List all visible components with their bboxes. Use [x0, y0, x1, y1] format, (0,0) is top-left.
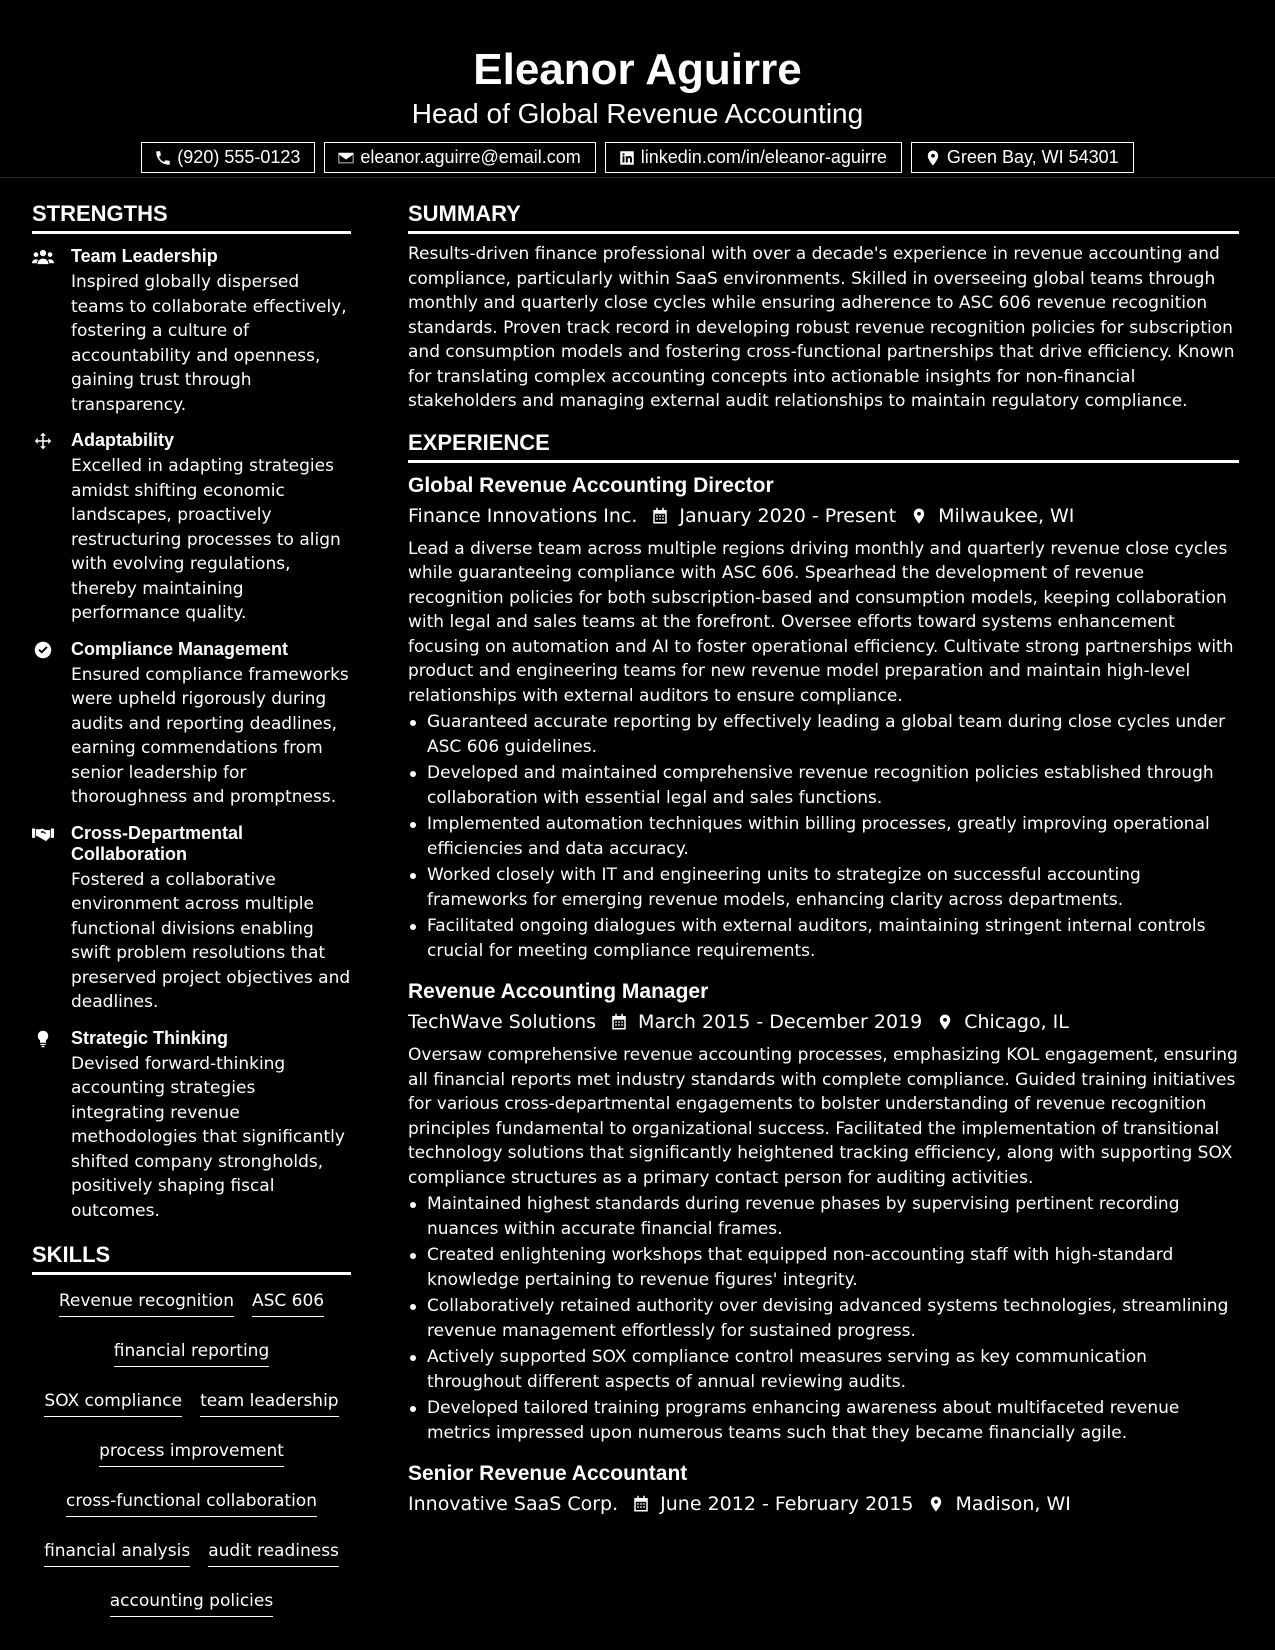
- job-bullet: Created enlightening workshops that equipped non-accounting staff with high-standard knowledge pertaining to revenue figures' integrity.: [408, 1243, 1239, 1292]
- skill-tag: team leadership: [200, 1381, 339, 1417]
- strength-description: Inspired globally dispersed teams to collaborate effectively, fostering a culture of accountability and openness, gaining trust through transparency.: [71, 272, 347, 415]
- calendar-icon: [610, 1013, 628, 1031]
- map-pin-icon: [936, 1013, 954, 1031]
- job-dates: March 2015 - December 2019: [638, 1011, 923, 1033]
- strength-item: [32, 823, 351, 1015]
- skills-list: [32, 1281, 351, 1631]
- job-bullet: Actively supported SOX compliance control measures serving as key communication throughout different aspects of annual reviewing audits.: [408, 1345, 1239, 1394]
- calendar-icon: [632, 1495, 650, 1513]
- job-bullet: Developed tailored training programs enhancing awareness about multifaceted revenue metrics impressed upon numerous teams such that they became financially agile.: [408, 1396, 1239, 1445]
- strength-name: Compliance Management: [71, 638, 289, 659]
- strength-description: Devised forward-thinking accounting strategies integrating revenue methodologies that significantly shifted company strongholds, positively shaping fiscal outcomes.: [71, 1053, 345, 1221]
- map-pin-icon: [910, 507, 928, 525]
- strength-item: [32, 246, 351, 417]
- job-company: TechWave Solutions: [408, 1011, 597, 1033]
- contact-email-text: eleanor.aguirre@email.com: [360, 147, 581, 167]
- job-company: Innovative SaaS Corp.: [408, 1493, 619, 1515]
- contact-location-text: Green Bay, WI 54301: [946, 147, 1119, 167]
- handshake-icon: [32, 825, 54, 843]
- summary-heading: SUMMARY: [408, 200, 1239, 234]
- strengths-list: [32, 246, 351, 1223]
- strength-name: Strategic Thinking: [71, 1027, 229, 1048]
- contact-phone[interactable]: [141, 142, 315, 173]
- job-bullet: Facilitated ongoing dialogues with external auditors, maintaining stringent internal controls crucial for meeting compliance requirements.: [408, 914, 1239, 963]
- job-company: Finance Innovations Inc.: [408, 504, 638, 527]
- job-bullet: Implemented automation techniques within billing processes, greatly improving operational efficiencies and data accuracy.: [408, 812, 1239, 861]
- skill-tag: SOX compliance: [44, 1381, 182, 1417]
- envelope-icon: [337, 149, 355, 167]
- job-entry: [408, 1461, 1239, 1517]
- job-title: Global Revenue Accounting Director: [408, 473, 774, 497]
- strength-description: Excelled in adapting strategies amidst shifting economic landscapes, proactively restructuring processes to align with evolving regulations, thereby maintaining performance quality.: [71, 456, 341, 623]
- candidate-name: Eleanor Aguirre: [473, 45, 802, 94]
- phone-icon: [154, 149, 172, 167]
- linkedin-icon: [618, 149, 636, 167]
- contact-email[interactable]: [324, 142, 595, 173]
- strength-item: [32, 1028, 351, 1224]
- contact-linkedin[interactable]: [605, 142, 902, 173]
- job-bullets: [408, 710, 1239, 963]
- candidate-title: Head of Global Revenue Accounting: [411, 98, 864, 129]
- skill-tag: financial reporting: [114, 1331, 270, 1367]
- strengths-heading: STRENGTHS: [32, 200, 351, 234]
- job-dates: January 2020 - Present: [679, 504, 897, 527]
- job-title: Revenue Accounting Manager: [408, 980, 709, 1003]
- strength-name: Adaptability: [71, 430, 175, 450]
- skill-tag: financial analysis: [44, 1531, 190, 1567]
- contact-linkedin-text: linkedin.com/in/eleanor-aguirre: [640, 147, 887, 167]
- summary-text: Results-driven finance professional with over a decade's experience in revenue accounting and compliance, particularly within SaaS environments. Skilled in overseeing global teams through monthly and quarterly close cycles while ensuring adherence to ASC 606 revenue recognition standards. Proven track record in developing robust revenue recognition policies for subscription and consumption models and fostering cross-functional partnerships that drive efficiency. Known for translating complex accounting concepts into actionable insights for non-financial stakeholders and managing external audit relationships to maintain regulatory compliance.: [408, 244, 1235, 411]
- job-bullet: Collaboratively retained authority over devising advanced systems technologies, streamlining revenue management effortlessly for sustained progress.: [408, 1294, 1239, 1343]
- check-circle-icon: [32, 641, 54, 659]
- job-bullets: [408, 1192, 1239, 1445]
- map-pin-icon: [927, 1495, 945, 1513]
- left-column: [32, 200, 351, 1631]
- job-entry: [408, 473, 1239, 964]
- job-dates: June 2012 - February 2015: [660, 1493, 914, 1515]
- job-bullet: Developed and maintained comprehensive revenue recognition policies established through collaboration with essential legal and sales functions.: [408, 761, 1239, 810]
- skill-tag: Revenue recognition: [59, 1281, 234, 1317]
- resume-header: [0, 0, 1275, 178]
- job-meta: [408, 1009, 1239, 1035]
- contact-phone-text: (920) 555-0123: [177, 147, 301, 167]
- job-title: Senior Revenue Accountant: [408, 1462, 688, 1485]
- strength-item: [32, 639, 351, 810]
- calendar-icon: [651, 507, 669, 525]
- job-bullet: Maintained highest standards during revenue phases by supervising pertinent recording nuances within accurate financial frames.: [408, 1192, 1239, 1241]
- skills-heading: SKILLS: [32, 1241, 351, 1275]
- users-icon: [32, 248, 54, 266]
- map-pin-icon: [924, 149, 942, 167]
- lightbulb-icon: [32, 1030, 54, 1048]
- strength-description: Ensured compliance frameworks were upheld rigorously during audits and reporting deadlines, earning commendations from senior leadership for thoroughness and promptness.: [71, 664, 349, 807]
- skill-tag: audit readiness: [208, 1531, 339, 1567]
- strength-description: Fostered a collaborative environment across multiple functional divisions enabling swift problem resolutions that preserved project objectives and deadlines.: [71, 869, 351, 1012]
- job-location: Madison, WI: [955, 1493, 1071, 1515]
- strength-item: [32, 430, 351, 626]
- contact-location[interactable]: [911, 142, 1134, 173]
- skill-tag: process improvement: [99, 1431, 284, 1467]
- strength-name: Team Leadership: [71, 246, 218, 266]
- job-meta: [408, 503, 1239, 529]
- skill-tag: cross-functional collaboration: [66, 1481, 317, 1517]
- job-description: Lead a diverse team across multiple regions driving monthly and quarterly revenue close cycles while guaranteeing compliance with ASC 606. Spearhead the development of revenue recognition policies for both subscription-based and consumption models, keeping collaboration with legal and sales teams at the forefront. Oversee efforts toward systems enhancement focusing on automation and AI to foster operational efficiency. Cultivate strong partnerships with product and engineering teams for new revenue model preparation and maintain high-level relationships with external auditors to ensure compliance.: [408, 538, 1234, 706]
- job-bullet: Guaranteed accurate reporting by effectively leading a global team during close cycles under ASC 606 guidelines.: [408, 710, 1239, 759]
- skill-tag: accounting policies: [110, 1581, 273, 1617]
- right-column: [408, 200, 1239, 1517]
- experience-heading: EXPERIENCE: [408, 429, 1239, 463]
- job-meta: [408, 1491, 1239, 1517]
- job-location: Milwaukee, WI: [938, 504, 1075, 527]
- job-entry: [408, 979, 1239, 1445]
- contact-bar: [0, 142, 1275, 173]
- skill-tag: ASC 606: [252, 1281, 324, 1317]
- job-bullet: Worked closely with IT and engineering units to strategize on successful accounting frameworks for emerging revenue models, enhancing clarity across departments.: [408, 863, 1239, 912]
- arrows-move-icon: [32, 432, 54, 450]
- job-description: Oversaw comprehensive revenue accounting processes, emphasizing KOL engagement, ensuring all financial reports met industry standards with complete compliance. Guided training initiatives for various cross-departmental engagements to bolster understanding of revenue recognition principles fundamental to organizational success. Facilitated the implementation of transitional technology solutions that significantly heightened tracking efficiency, along with supporting SOX compliance structures as a primary contact person for auditing activities.: [408, 1045, 1238, 1188]
- strength-name: Cross-Departmental Collaboration: [71, 822, 244, 864]
- job-location: Chicago, IL: [964, 1011, 1069, 1033]
